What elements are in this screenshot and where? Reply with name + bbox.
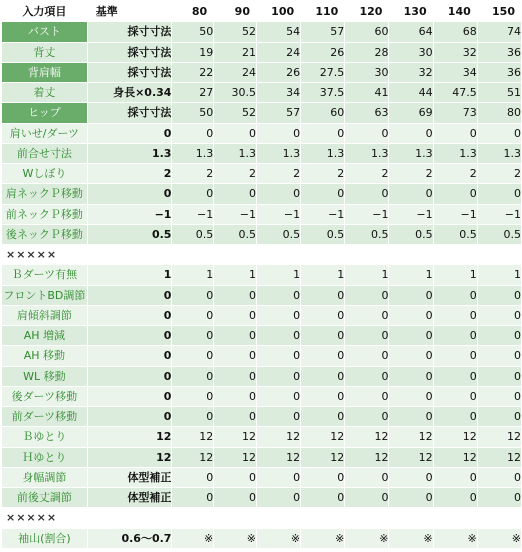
size-value-cell[interactable]: ※ [478,529,521,548]
size-value-cell[interactable]: 12 [172,448,213,467]
size-value-cell[interactable]: 54 [257,22,300,41]
size-value-cell[interactable]: 0 [301,407,344,426]
table-row [2,367,521,386]
size-value-cell[interactable]: 36 [478,63,521,82]
table-row [2,184,521,203]
size-value-cell[interactable]: 1 [434,265,477,284]
separator-blank [478,245,521,264]
size-value-cell[interactable]: 0 [345,286,388,305]
size-value-cell[interactable]: 1 [172,265,213,284]
row-label: 後ネックＰ移動 [2,225,87,244]
size-value-cell[interactable]: 12 [257,427,300,446]
table-row [2,225,521,244]
row-standard[interactable]: 1.3 [88,144,172,163]
size-value-cell[interactable]: 30 [389,43,432,62]
header-label: 入力項目 [22,5,67,19]
row-standard[interactable]: 2 [88,164,172,183]
size-value-cell[interactable]: 0 [214,326,256,345]
size-value-cell[interactable]: 0 [301,346,344,365]
size-value-cell[interactable]: 0 [478,488,521,507]
row-standard[interactable]: 0.6〜0.7 [88,529,172,548]
table-row [2,164,521,183]
size-value-cell[interactable]: 0 [172,306,213,325]
size-value-cell[interactable]: 30 [345,63,388,82]
size-value-cell[interactable]: 0 [214,407,256,426]
size-value-cell[interactable]: 12 [345,448,388,467]
size-value-cell[interactable]: 1 [478,265,521,284]
size-value-cell[interactable]: 0 [257,468,300,487]
size-value-cell[interactable]: 0 [172,124,213,143]
size-value-cell[interactable]: 0 [345,346,388,365]
size-value-cell[interactable]: 0 [257,387,300,406]
size-value-cell[interactable]: 34 [434,63,477,82]
size-value-cell[interactable]: 0 [434,326,477,345]
size-value-cell[interactable]: 1.3 [434,144,477,163]
size-value-cell[interactable]: 1.3 [172,144,213,163]
size-value-cell[interactable]: 2 [478,164,521,183]
size-value-cell[interactable]: 0 [345,488,388,507]
measurement-table [1,1,522,549]
size-value-cell[interactable]: −1 [389,205,432,224]
size-value-cell[interactable]: 2 [434,164,477,183]
table-row [2,326,521,345]
size-value-cell[interactable]: 0.5 [434,225,477,244]
size-value-cell[interactable]: 0 [172,407,213,426]
table-row [2,83,521,102]
row-standard[interactable]: 採寸寸法 [88,43,172,62]
row-label: WL 移動 [2,367,87,386]
section-separator [2,245,521,264]
size-value-cell[interactable]: 0 [389,346,432,365]
size-value-cell[interactable]: 0 [214,306,256,325]
header-size: 80 [191,5,208,19]
size-value-cell[interactable]: 0 [478,346,521,365]
size-value-cell[interactable]: 0 [389,488,432,507]
separator-mark: ××××× [2,245,87,264]
size-value-cell[interactable]: 12 [172,427,213,446]
table-row [2,63,521,82]
size-value-cell[interactable]: 36 [478,43,521,62]
size-value-cell[interactable]: 0.5 [257,225,300,244]
size-value-cell[interactable]: 0 [478,124,521,143]
row-standard[interactable]: 身長×0.34 [88,83,172,102]
separator-mark: ××××× [2,508,87,527]
size-value-cell[interactable]: 80 [478,103,521,122]
row-label: 袖山(割合) [2,529,87,548]
size-value-cell[interactable]: 1.3 [214,144,256,163]
size-value-cell[interactable]: 63 [345,103,388,122]
size-value-cell[interactable]: 0 [301,488,344,507]
size-value-cell[interactable]: 0 [257,407,300,426]
row-standard[interactable]: 12 [88,427,172,446]
row-standard[interactable]: 12 [88,448,172,467]
size-value-cell[interactable]: 0.5 [345,225,388,244]
size-value-cell[interactable]: 0.5 [214,225,256,244]
size-value-cell[interactable]: 0.5 [478,225,521,244]
table-row [2,205,521,224]
size-value-cell[interactable]: 0 [257,346,300,365]
size-value-cell[interactable]: 0 [389,306,432,325]
size-value-cell[interactable]: 0 [345,306,388,325]
size-value-cell[interactable]: 60 [345,22,388,41]
row-standard[interactable]: 採寸寸法 [88,63,172,82]
size-value-cell[interactable]: 0 [389,124,432,143]
size-value-cell[interactable]: 1.3 [301,144,344,163]
size-value-cell[interactable]: 1 [214,265,256,284]
size-value-cell[interactable]: 1 [257,265,300,284]
separator-blank [88,245,172,264]
size-value-cell[interactable]: 0 [389,468,432,487]
size-value-cell[interactable]: 0 [478,306,521,325]
size-value-cell[interactable]: 0 [257,124,300,143]
size-value-cell[interactable]: 51 [478,83,521,102]
separator-blank [345,245,388,264]
size-value-cell[interactable]: 12 [301,427,344,446]
row-label: 前後丈調節 [2,488,87,507]
size-value-cell[interactable]: 0 [345,184,388,203]
size-value-cell[interactable]: 0 [389,367,432,386]
table-row [2,306,521,325]
size-value-cell[interactable]: 12 [478,448,521,467]
size-value-cell[interactable]: 12 [345,427,388,446]
table-row [2,407,521,426]
size-value-cell[interactable]: 0 [172,468,213,487]
size-value-cell[interactable]: 0 [478,468,521,487]
row-standard[interactable]: 採寸寸法 [88,103,172,122]
separator-blank [257,245,300,264]
size-value-cell[interactable]: 57 [257,103,300,122]
size-value-cell[interactable]: 27 [172,83,213,102]
size-value-cell[interactable]: 0 [478,387,521,406]
size-value-cell[interactable]: −1 [257,205,300,224]
table-row [2,144,521,163]
size-value-cell[interactable]: 0 [434,468,477,487]
size-value-cell[interactable]: 21 [214,43,256,62]
size-value-cell[interactable]: 1 [301,265,344,284]
size-value-cell[interactable]: ※ [257,529,300,548]
table-row [2,124,521,143]
row-standard[interactable]: 0 [88,286,172,305]
size-value-cell[interactable]: 0 [172,488,213,507]
size-value-cell[interactable]: 12 [389,427,432,446]
header-size: 120 [359,5,383,19]
separator-blank [214,508,256,527]
size-value-cell[interactable]: 0 [301,326,344,345]
row-standard[interactable]: 0 [88,326,172,345]
size-value-cell[interactable]: 2 [389,164,432,183]
size-value-cell[interactable]: 24 [257,43,300,62]
size-value-cell[interactable]: ※ [389,529,432,548]
size-value-cell[interactable]: 0 [478,367,521,386]
size-value-cell[interactable]: 1.3 [478,144,521,163]
row-label: Wしぼり [2,164,87,183]
table-row [2,427,521,446]
size-value-cell[interactable]: 0 [301,306,344,325]
size-value-cell[interactable]: 37.5 [301,83,344,102]
size-value-cell[interactable]: 2 [214,164,256,183]
size-value-cell[interactable]: 1 [389,265,432,284]
row-label: 前合せ寸法 [2,144,87,163]
size-value-cell[interactable]: 0 [345,387,388,406]
header-size: 150 [492,5,515,19]
size-value-cell[interactable]: 50 [172,22,213,41]
row-standard[interactable]: 体型補正 [88,468,172,487]
size-value-cell[interactable]: 0.5 [389,225,432,244]
size-value-cell[interactable]: 2 [345,164,388,183]
size-value-cell[interactable]: 28 [345,43,388,62]
size-value-cell[interactable]: 0 [478,407,521,426]
size-value-cell[interactable]: 0 [434,488,477,507]
table-row [2,488,521,507]
header-row [2,2,521,21]
row-standard[interactable]: 0 [88,306,172,325]
size-value-cell[interactable]: 0 [345,367,388,386]
size-value-cell[interactable]: 12 [389,448,432,467]
row-standard[interactable]: 0.5 [88,225,172,244]
size-value-cell[interactable]: 0 [301,286,344,305]
size-value-cell[interactable]: 0 [214,184,256,203]
size-value-cell[interactable]: 27.5 [301,63,344,82]
separator-blank [389,508,432,527]
size-value-cell[interactable]: 0 [257,286,300,305]
row-standard[interactable]: 体型補正 [88,488,172,507]
size-value-cell[interactable]: 0 [257,488,300,507]
size-value-cell[interactable]: 0 [478,326,521,345]
size-value-cell[interactable]: −1 [172,205,213,224]
separator-blank [345,508,388,527]
size-value-cell[interactable]: ※ [345,529,388,548]
row-label: ヒップ [2,103,87,122]
separator-blank [172,508,213,527]
size-value-cell[interactable]: 26 [301,43,344,62]
size-value-cell[interactable]: 47.5 [434,83,477,102]
size-value-cell[interactable]: 41 [345,83,388,102]
size-value-cell[interactable]: 0 [301,387,344,406]
table-row [2,103,521,122]
size-value-cell[interactable]: 2 [172,164,213,183]
size-value-cell[interactable]: 0 [214,124,256,143]
size-value-cell[interactable]: 52 [214,22,256,41]
size-value-cell[interactable]: −1 [434,205,477,224]
size-value-cell[interactable]: −1 [478,205,521,224]
size-value-cell[interactable]: 69 [389,103,432,122]
size-value-cell[interactable]: −1 [301,205,344,224]
size-value-cell[interactable]: 0 [434,387,477,406]
size-value-cell[interactable]: 0 [478,286,521,305]
separator-blank [434,508,477,527]
table-row [2,387,521,406]
size-value-cell[interactable]: 0 [434,306,477,325]
row-label: 背丈 [2,43,87,62]
separator-blank [257,508,300,527]
size-value-cell[interactable]: 1.3 [345,144,388,163]
size-value-cell[interactable]: −1 [214,205,256,224]
row-label: 着丈 [2,83,87,102]
size-value-cell[interactable]: 2 [301,164,344,183]
size-value-cell[interactable]: 12 [214,427,256,446]
row-label: 後ダーツ移動 [2,387,87,406]
size-value-cell[interactable]: 0 [214,367,256,386]
size-value-cell[interactable]: 0 [434,286,477,305]
table-row [2,43,521,62]
size-value-cell[interactable]: 2 [257,164,300,183]
header-size: 90 [234,5,250,19]
header-size: 130 [403,5,427,19]
size-value-cell[interactable]: 74 [478,22,521,41]
separator-blank [301,245,344,264]
size-value-cell[interactable]: 0 [301,468,344,487]
row-standard[interactable]: 0 [88,184,172,203]
size-value-cell[interactable]: 0 [389,286,432,305]
size-value-cell[interactable]: 0 [389,407,432,426]
separator-blank [172,245,213,264]
header-size: 100 [271,5,295,19]
separator-blank [434,245,477,264]
row-standard[interactable]: 0 [88,367,172,386]
row-label: Ｂゆとり [2,427,87,446]
table-row [2,22,521,41]
size-value-cell[interactable]: 0 [345,468,388,487]
size-value-cell[interactable]: 32 [389,63,432,82]
size-value-cell[interactable]: 0 [389,326,432,345]
size-value-cell[interactable]: 0 [301,184,344,203]
size-value-cell[interactable]: 0 [172,184,213,203]
size-value-cell[interactable]: 0 [345,407,388,426]
row-label: 肩傾斜調節 [2,306,87,325]
size-value-cell[interactable]: 0 [389,184,432,203]
size-value-cell[interactable]: 12 [434,448,477,467]
table-row [2,468,521,487]
row-label: 肩いせ/ダーツ [2,124,87,143]
row-standard[interactable]: −1 [88,205,172,224]
separator-blank [301,508,344,527]
size-value-cell[interactable]: ※ [214,529,256,548]
size-value-cell[interactable]: 0 [257,367,300,386]
size-value-cell[interactable]: 12 [214,448,256,467]
row-label: 肩ネックＰ移動 [2,184,87,203]
row-label: Ｂダーツ有無 [2,265,87,284]
size-value-cell[interactable]: 0 [345,124,388,143]
header-size: 110 [315,5,339,19]
row-label: Ｈゆとり [2,448,87,467]
size-value-cell[interactable]: 12 [434,427,477,446]
row-standard[interactable]: 0 [88,387,172,406]
separator-blank [478,508,521,527]
size-value-cell[interactable]: 0 [301,124,344,143]
row-label: 前ダーツ移動 [2,407,87,426]
size-value-cell[interactable]: 12 [478,427,521,446]
size-value-cell[interactable]: 24 [214,63,256,82]
size-value-cell[interactable]: ※ [434,529,477,548]
size-value-cell[interactable]: 0 [214,387,256,406]
size-value-cell[interactable]: 1.3 [257,144,300,163]
size-value-cell[interactable]: ※ [172,529,213,548]
row-standard[interactable]: 採寸寸法 [88,22,172,41]
row-standard[interactable]: 0 [88,407,172,426]
table-row [2,265,521,284]
size-value-cell[interactable]: 0.5 [172,225,213,244]
size-value-cell[interactable]: 0 [434,367,477,386]
header-standard: 基準 [95,5,118,19]
size-value-cell[interactable]: 12 [301,448,344,467]
separator-blank [389,245,432,264]
section-separator [2,508,521,527]
size-value-cell[interactable]: 34 [257,83,300,102]
size-value-cell[interactable]: 0 [214,346,256,365]
size-value-cell[interactable]: 57 [301,22,344,41]
size-value-cell[interactable]: −1 [345,205,388,224]
size-value-cell[interactable]: 0 [434,124,477,143]
row-standard[interactable]: 1 [88,265,172,284]
row-standard[interactable]: 0 [88,346,172,365]
size-value-cell[interactable]: 1.3 [389,144,432,163]
size-value-cell[interactable]: 60 [301,103,344,122]
row-standard[interactable]: 0 [88,124,172,143]
size-value-cell[interactable]: 0 [172,286,213,305]
size-value-cell[interactable]: 0 [257,306,300,325]
size-value-cell[interactable]: 0 [434,407,477,426]
table-row [2,448,521,467]
size-value-cell[interactable]: 0 [434,346,477,365]
size-value-cell[interactable]: 0.5 [301,225,344,244]
row-label: 背肩幅 [2,63,87,82]
row-label: フロントBD調節 [2,286,87,305]
table-row [2,286,521,305]
row-label: AH 増減 [2,326,87,345]
row-label: 身幅調節 [2,468,87,487]
size-value-cell[interactable]: 30.5 [214,83,256,102]
size-value-cell[interactable]: 68 [434,22,477,41]
size-value-cell[interactable]: 0 [345,326,388,345]
size-value-cell[interactable]: 19 [172,43,213,62]
header-size: 140 [447,5,471,19]
size-value-cell[interactable]: 0 [257,184,300,203]
size-value-cell[interactable]: 1 [345,265,388,284]
size-value-cell[interactable]: 0 [214,286,256,305]
separator-blank [214,245,256,264]
size-value-cell[interactable]: 12 [257,448,300,467]
size-value-cell[interactable]: 0 [172,367,213,386]
size-value-cell[interactable]: 0 [389,387,432,406]
size-value-cell[interactable]: 0 [172,387,213,406]
size-value-cell[interactable]: 0 [214,488,256,507]
size-value-cell[interactable]: 22 [172,63,213,82]
size-value-cell[interactable]: 0 [172,326,213,345]
size-value-cell[interactable]: 0 [301,367,344,386]
size-value-cell[interactable]: 44 [389,83,432,102]
size-value-cell[interactable]: 26 [257,63,300,82]
size-value-cell[interactable]: 50 [172,103,213,122]
size-value-cell[interactable]: 52 [214,103,256,122]
separator-blank [88,508,172,527]
row-label: 前ネックＰ移動 [2,205,87,224]
size-value-cell[interactable]: 0 [257,326,300,345]
size-value-cell[interactable]: 73 [434,103,477,122]
table-row [2,529,521,548]
size-value-cell[interactable]: ※ [301,529,344,548]
size-value-cell[interactable]: 0 [478,184,521,203]
size-value-cell[interactable]: 32 [434,43,477,62]
size-value-cell[interactable]: 0 [172,346,213,365]
size-value-cell[interactable]: 64 [389,22,432,41]
size-value-cell[interactable]: 0 [434,184,477,203]
table-row [2,346,521,365]
row-label: バスト [2,22,87,41]
row-label: AH 移動 [2,346,87,365]
size-value-cell[interactable]: 0 [214,468,256,487]
